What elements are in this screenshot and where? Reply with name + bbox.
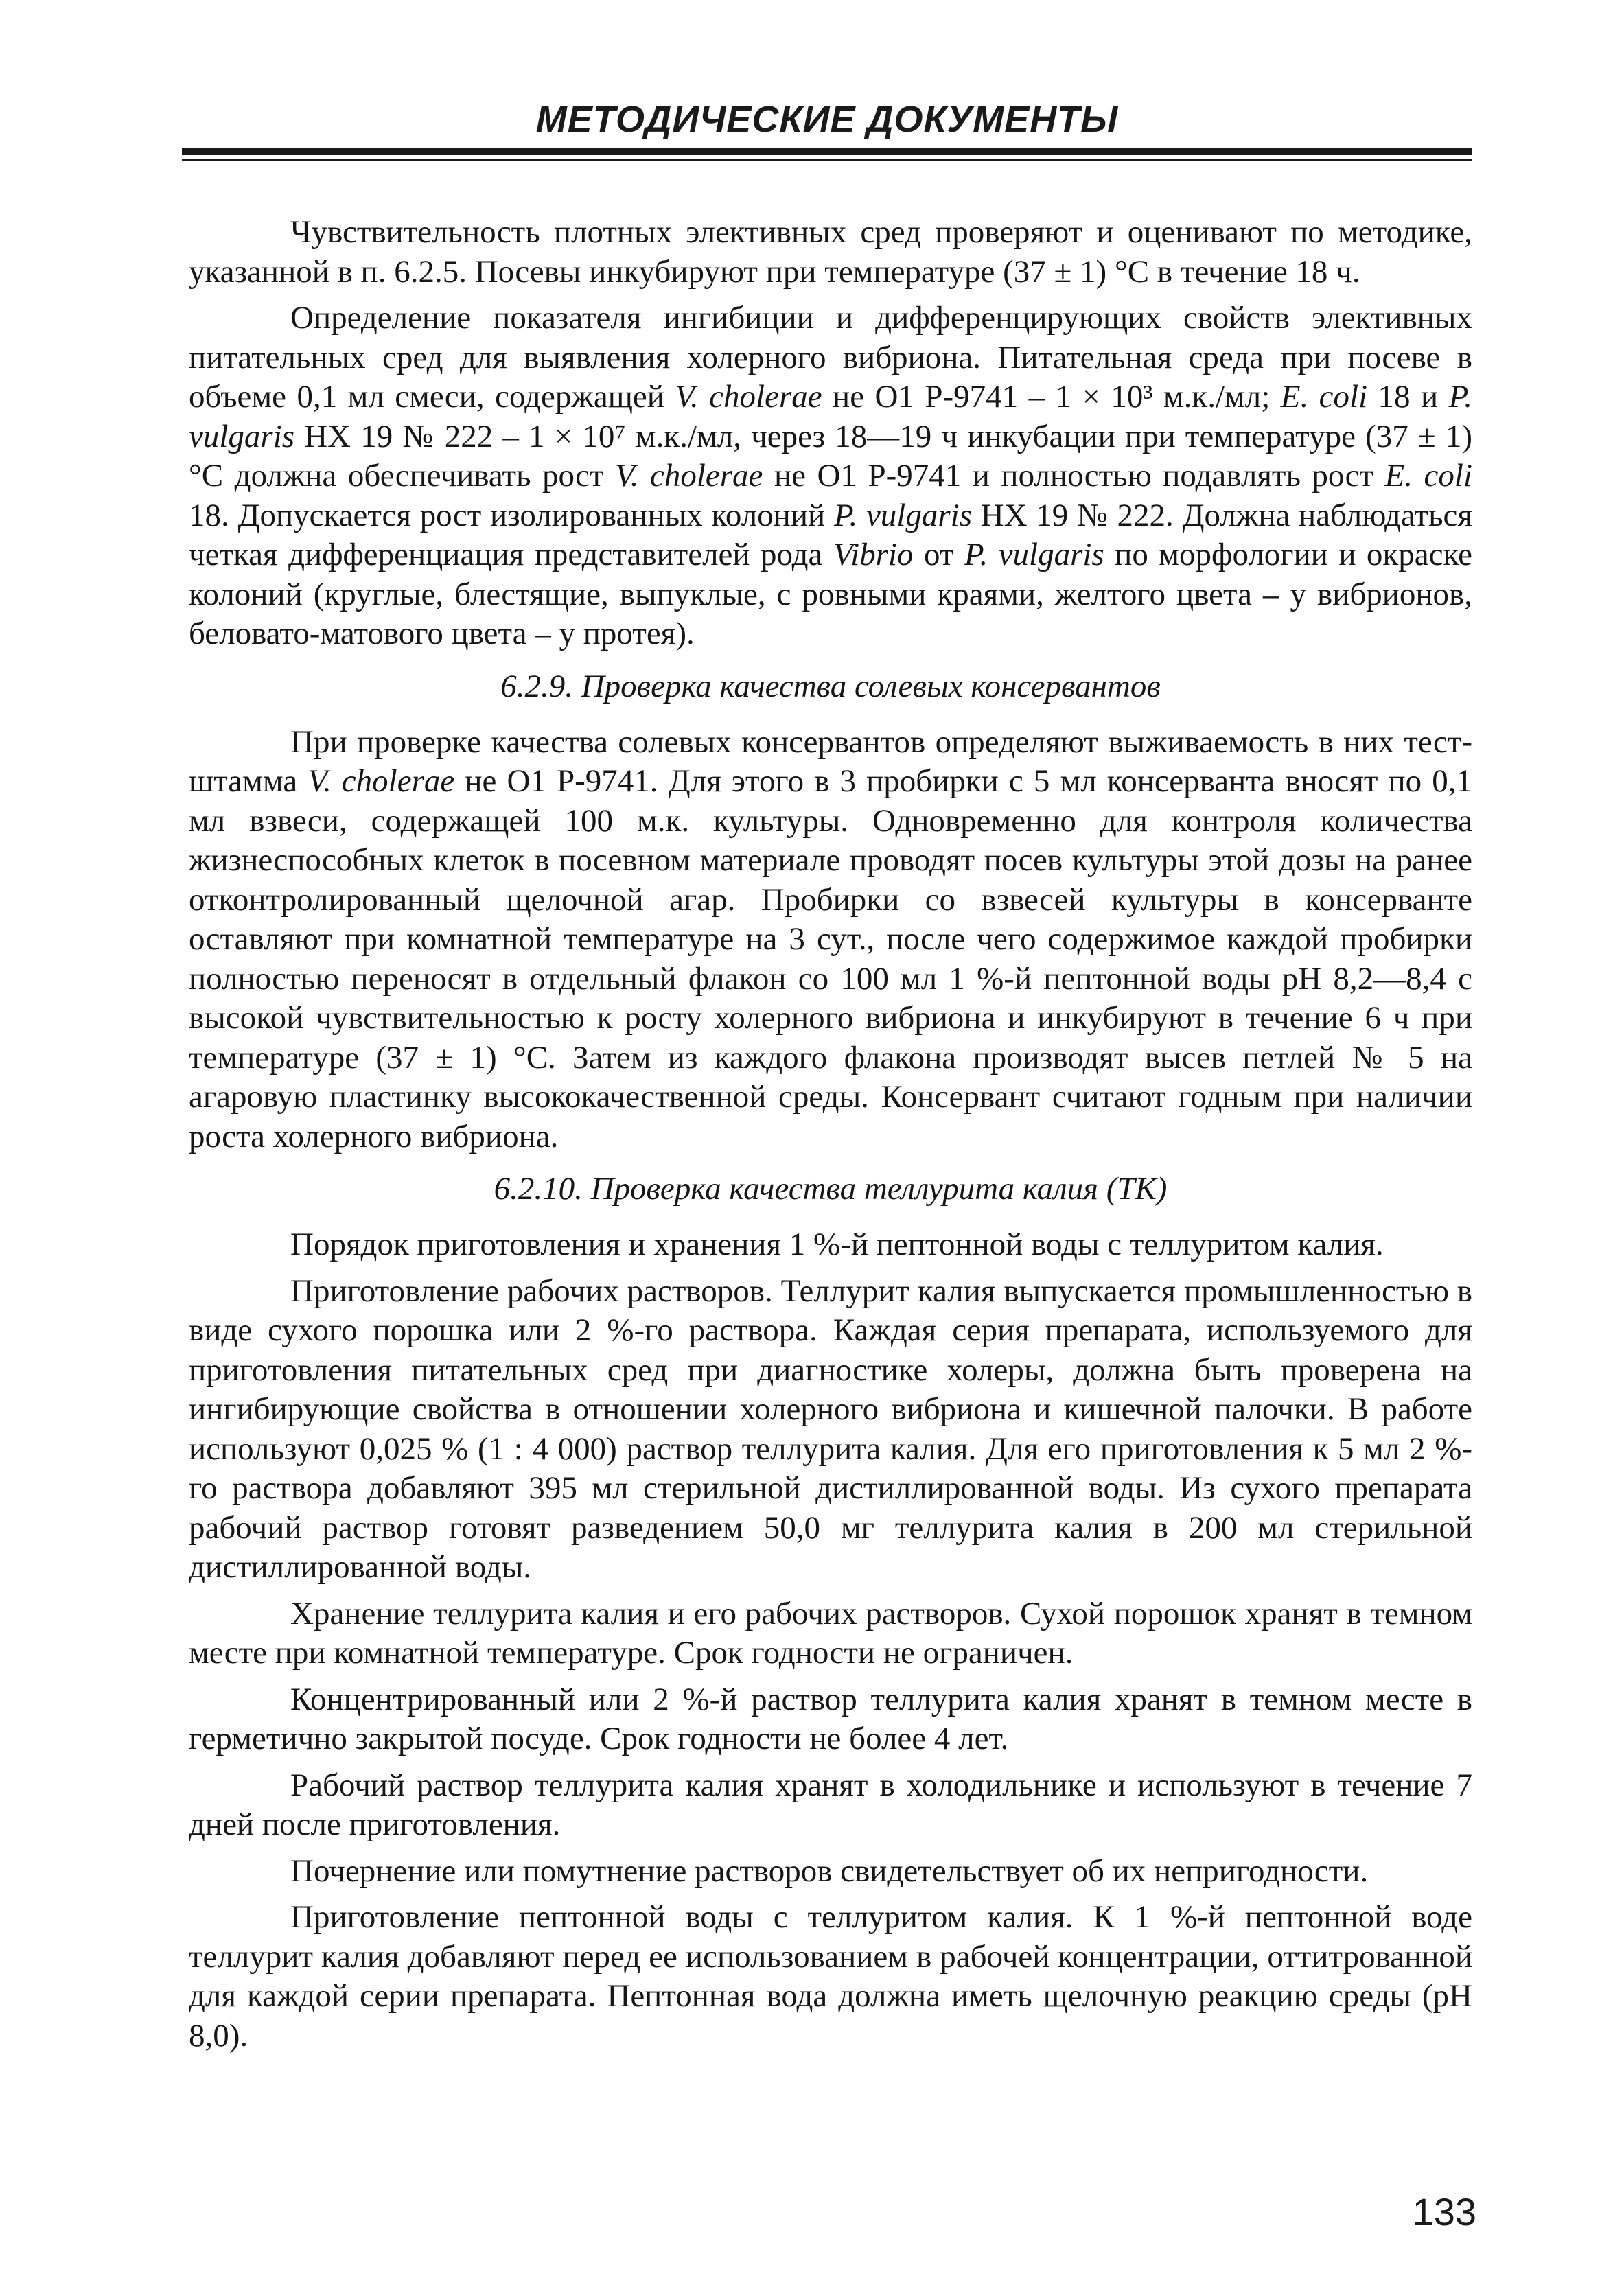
species-name: E. coli: [1384, 458, 1472, 493]
species-name: V. cholerae: [308, 763, 455, 799]
species-name: V. cholerae: [675, 379, 822, 415]
running-header: [182, 95, 1472, 161]
page-number: 133: [1412, 2190, 1476, 2233]
text-run: от: [913, 537, 964, 572]
text-run: НХ 19 № 222. Должна наблюдаться четкая дифференциация представителей рода: [189, 497, 1472, 572]
species-name: P. vulgaris: [189, 379, 1472, 454]
text-run: не О1 Р-9741 и полностью подавлять рост: [763, 458, 1385, 493]
section-heading-6-2-10: 6.2.10. Проверка качества теллурита калия (ТК): [494, 1171, 1168, 1207]
paragraph-sensitivity: Чувствительность плотных элективных сред проверяют и оценивают по методике, указанной в п. 6.2.5. Посевы инкубируют при температуре (37 ± 1) °С в течение 18 ч.: [189, 214, 1472, 290]
text-run: 18 и: [1367, 379, 1449, 415]
section-heading-6-2-9: 6.2.9. Проверка качества солевых консервантов: [500, 668, 1161, 704]
species-name: E. coli: [1280, 379, 1368, 415]
text-run: 18. Допускается рост изолированных колоний: [189, 497, 834, 533]
paragraph-unsuitability: Почернение или помутнение растворов свидетельствует об их непригодности.: [290, 1852, 1369, 1889]
text-run: по морфологии и окраске колоний (круглые, блестящие, выпуклые, с ровными краями, желтого цвета – у вибрионов, беловато-матового цвета – у протея).: [189, 537, 1472, 651]
paragraph-concentrated-storage: Концентрированный или 2 %-й раствор теллурита калия хранят в темном месте в герметично закрытой посуде. Срок годности не более 4 лет.: [189, 1681, 1472, 1756]
text-run: Определение показателя ингибиции и дифференцирующих свойств элективных питательных сред для выявления холерного вибриона. Питательная среда при посеве в объеме 0,1 мл смеси, содержащей: [189, 300, 1472, 415]
running-header-title: МЕТОДИЧЕСКИЕ ДОКУМЕНТЫ: [535, 99, 1119, 140]
paragraph-working-solutions: Приготовление рабочих растворов. Теллурит калия выпускается промышленностью в виде сухого порошка или 2 %-го раствора. Каждая серия препарата, используемого для приготовления питательных сред при диагностике холеры, должна быть проверена на ингибирующие свойства в отношении холерного вибриона и кишечной палочки. В работе используют 0,025 % (1 : 4 000) раствор теллурита калия. Для его приготовления к 5 мл 2 %-го раствора добавляют 395 мл стерильной дистиллированной воды. Из сухого препарата рабочий раствор готовят разведением 50,0 мг теллурита калия в 200 мл стерильной дистиллированной воды.: [189, 1273, 1472, 1585]
paragraph-inhibition: [189, 299, 1472, 654]
text-run: При проверке качества солевых консервантов определяют выживаемость в них тест-штамма: [189, 723, 1472, 799]
text-run: не О1 Р-9741. Для этого в 3 пробирки с 5 мл консерванта вносят по 0,1 мл взвеси, содержащей 100 м.к. культуры. Одновременно для контроля количества жизнеспособных клеток в посевном материале проводят посев культуры этой дозы на ранее отконтролированный щелочной агар. Пробирки со взвесей культуры в консерванте оставляют при комнатной температуре на 3 сут., после чего содержимое каждой пробирки полностью переносят в отдельный флакон со 100 мл 1 %-й пептонной воды рН 8,2—8,4 с высокой чувствительностью к росту холерного вибриона и инкубируют в течение 6 ч при температуре (37 ± 1) °С. Затем из каждого флакона производят высев петлей № 5 на агаровую пластинку высококачественной среды. Консервант считают годным при наличии роста холерного вибриона.: [189, 763, 1472, 1154]
paragraph-peptone-water: Приготовление пептонной воды с теллуритом калия. К 1 %-й пептонной воде теллурит калия добавляют перед ее использованием в рабочей концентрации, оттитрованной для каждой серии препарата. Пептонная вода должна иметь щелочную реакцию среды (рН 8,0).: [189, 1899, 1472, 2054]
paragraph-preservatives: [189, 723, 1472, 1157]
paragraph-storage: Хранение теллурита калия и его рабочих растворов. Сухой порошок хранят в темном месте при комнатной температуре. Срок годности не ограничен.: [189, 1595, 1472, 1671]
header-rule-thick: [182, 148, 1472, 155]
header-rule-thin: [182, 159, 1472, 161]
species-name: P. vulgaris: [833, 497, 973, 533]
text-run: не О1 Р-9741 – 1 × 10³ м.к./мл;: [822, 379, 1281, 415]
text-run: НХ 19 № 222 – 1 × 10⁷ м.к./мл, через 18—19 ч инкубации при температуре (37 ± 1) °С должна обеспечивать рост: [189, 418, 1472, 493]
paragraph-procedure: Порядок приготовления и хранения 1 %-й пептонной воды с теллуритом калия.: [290, 1227, 1384, 1262]
page-body: [189, 213, 1472, 2056]
paragraph-working-storage: Рабочий раствор теллурита калия хранят в холодильнике и используют в течение 7 дней после приготовления.: [189, 1767, 1472, 1842]
genus-name: Vibrio: [833, 537, 914, 572]
species-name: P. vulgaris: [964, 537, 1104, 572]
species-name: V. cholerae: [615, 458, 763, 493]
